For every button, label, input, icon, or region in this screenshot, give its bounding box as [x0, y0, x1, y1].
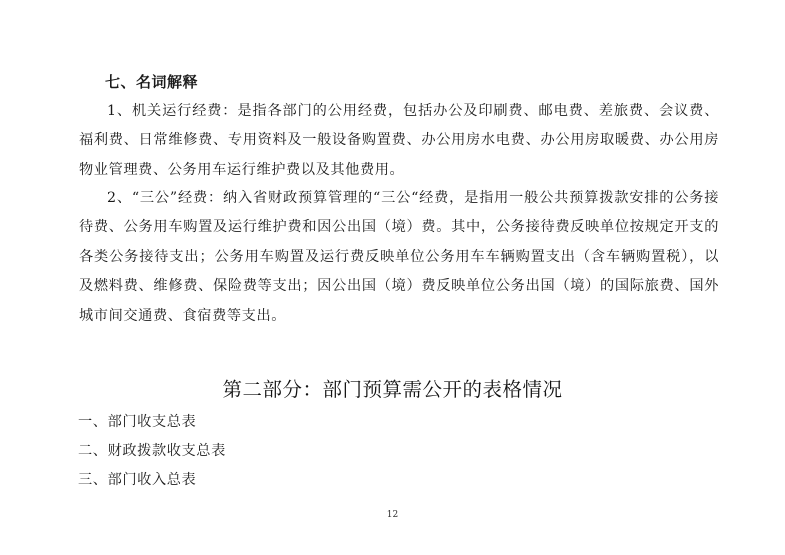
paragraph-definition-three-public: 2、“三公”经费：纳入省财政预算管理的“三公“经费，是指用一般公共预算拨款安排的公务接待费、公务用车购置及运行维护费和因公出国（境）费。其中，公务接待费反映单位按规定开支的各类公务接待支出；公务用车购置及运行费反映单位公务用车车辆购置支出（含车辆购置税），以及燃料费、维修费、保险费等支出；因公出国（境）费反映单位公务出国（境）的国际旅费、国外城市间交通费、食宿费等支出。 [79, 190, 719, 324]
toc-item: 一、部门收支总表 [78, 414, 197, 430]
toc-item: 二、财政拨款收支总表 [78, 443, 226, 459]
toc-item: 三、部门收入总表 [78, 472, 197, 488]
page-number: 12 [386, 510, 399, 520]
section-heading: 七、名词解释 [105, 73, 199, 91]
paragraph-definition-operating-costs: 1、机关运行经费：是指各部门的公用经费，包括办公及印刷费、邮电费、差旅费、会议费、福利费、日常维修费、专用资料及一般设备购置费、办公用房水电费、办公用房取暖费、办公用房物业管理费、公务用车运行维护费以及其他费用。 [79, 103, 719, 178]
part-title: 第二部分：部门预算需公开的表格情况 [222, 378, 563, 401]
